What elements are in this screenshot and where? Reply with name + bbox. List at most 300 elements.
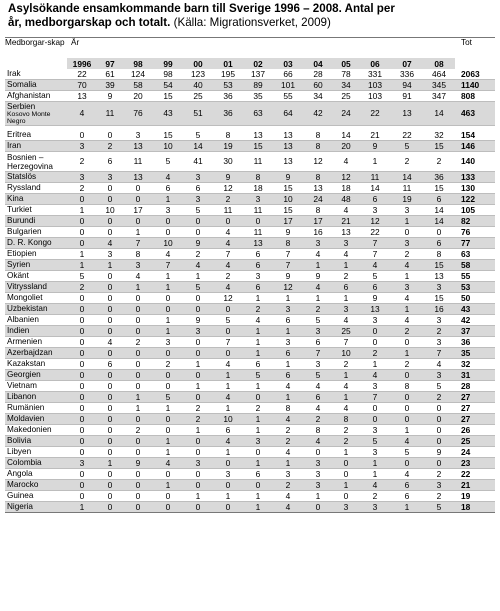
value-cell: 5 <box>67 271 97 282</box>
value-cell: 0 <box>97 480 123 491</box>
value-cell: 14 <box>423 216 455 227</box>
total-cell: 18 <box>455 502 495 513</box>
value-cell: 43 <box>153 102 183 126</box>
value-cell: 0 <box>359 403 391 414</box>
country-cell <box>5 205 67 216</box>
total-cell: 82 <box>455 216 495 227</box>
value-cell: 0 <box>123 348 153 359</box>
value-cell: 6 <box>273 370 303 381</box>
table-row <box>5 458 495 469</box>
value-cell: 0 <box>97 315 123 326</box>
value-cell: 1 <box>303 293 333 304</box>
country-cell <box>5 194 67 205</box>
value-cell: 0 <box>359 337 391 348</box>
value-cell: 2 <box>213 194 243 205</box>
value-cell: 2 <box>67 282 97 293</box>
value-cell: 0 <box>123 326 153 337</box>
value-cell: 1 <box>333 480 359 491</box>
value-cell: 2 <box>183 249 213 260</box>
country-cell <box>5 91 67 102</box>
total-cell: 27 <box>455 414 495 425</box>
table-row <box>5 359 495 370</box>
year-header-cell: 98 <box>123 58 153 69</box>
value-cell: 22 <box>359 102 391 126</box>
value-cell: 19 <box>391 194 423 205</box>
value-cell: 3 <box>423 282 455 293</box>
value-cell: 1 <box>153 315 183 326</box>
value-cell: 2 <box>183 403 213 414</box>
value-cell: 2 <box>67 152 97 172</box>
value-cell: 6 <box>97 152 123 172</box>
value-cell: 63 <box>243 102 273 126</box>
year-header-cell: 08 <box>423 58 455 69</box>
value-cell: 55 <box>273 91 303 102</box>
value-cell: 15 <box>423 183 455 194</box>
country-name: Vietnam <box>7 381 37 390</box>
value-cell: 0 <box>391 414 423 425</box>
table-row <box>5 249 495 260</box>
value-cell: 1 <box>153 480 183 491</box>
value-cell: 4 <box>333 249 359 260</box>
table-row <box>5 91 495 102</box>
value-cell: 4 <box>303 249 333 260</box>
value-cell: 1 <box>243 293 273 304</box>
value-cell: 15 <box>423 141 455 152</box>
value-cell: 9 <box>359 141 391 152</box>
value-cell: 1 <box>303 260 333 271</box>
title-line-2 <box>8 16 494 30</box>
value-cell: 28 <box>303 69 333 80</box>
value-cell: 2 <box>359 491 391 502</box>
value-cell: 0 <box>333 491 359 502</box>
country-cell <box>5 491 67 502</box>
value-cell: 4 <box>303 436 333 447</box>
value-cell: 0 <box>97 447 123 458</box>
value-cell: 7 <box>303 348 333 359</box>
value-cell: 0 <box>213 458 243 469</box>
value-cell: 1 <box>333 370 359 381</box>
country-name: Somalia <box>7 80 37 89</box>
country-cell <box>5 172 67 183</box>
value-cell: 0 <box>183 227 213 238</box>
country-name: Iran <box>7 141 22 150</box>
value-cell: 0 <box>391 403 423 414</box>
value-cell: 1 <box>243 326 273 337</box>
value-cell: 1 <box>153 436 183 447</box>
value-cell: 0 <box>333 469 359 480</box>
value-cell: 2 <box>303 414 333 425</box>
value-cell: 464 <box>423 69 455 80</box>
table-row <box>5 337 495 348</box>
value-cell: 25 <box>333 91 359 102</box>
value-cell: 7 <box>213 249 243 260</box>
total-cell: 25 <box>455 436 495 447</box>
value-cell: 13 <box>423 271 455 282</box>
year-header-cell: 02 <box>243 58 273 69</box>
value-cell: 3 <box>303 469 333 480</box>
title-line-2-text: år, medborgarskap och totalt. <box>8 16 171 29</box>
table-body <box>5 69 495 513</box>
country-name: Angola <box>7 469 33 478</box>
value-cell: 0 <box>97 469 123 480</box>
value-cell: 30 <box>213 152 243 172</box>
country-name: Ryssland <box>7 183 41 192</box>
value-cell: 13 <box>273 141 303 152</box>
value-cell: 58 <box>123 80 153 91</box>
value-cell: 15 <box>243 141 273 152</box>
value-cell: 0 <box>213 480 243 491</box>
value-cell: 7 <box>359 392 391 403</box>
value-cell: 336 <box>391 69 423 80</box>
total-cell: 76 <box>455 227 495 238</box>
country-cell <box>5 293 67 304</box>
country-cell <box>5 436 67 447</box>
total-cell: 21 <box>455 480 495 491</box>
value-cell: 15 <box>153 130 183 141</box>
value-cell: 1 <box>243 337 273 348</box>
value-cell: 13 <box>333 227 359 238</box>
value-cell: 4 <box>243 315 273 326</box>
country-name: Nigeria <box>7 502 33 511</box>
value-cell: 0 <box>243 392 273 403</box>
value-cell: 1 <box>183 271 213 282</box>
value-cell: 3 <box>333 502 359 513</box>
value-cell: 0 <box>359 414 391 425</box>
value-cell: 1 <box>391 348 423 359</box>
value-cell: 3 <box>359 315 391 326</box>
total-cell: 43 <box>455 304 495 315</box>
value-cell: 48 <box>333 194 359 205</box>
country-name: Bulgarien <box>7 227 42 236</box>
value-cell: 1 <box>67 205 97 216</box>
value-cell: 70 <box>67 80 97 91</box>
country-cell <box>5 326 67 337</box>
value-cell: 13 <box>123 172 153 183</box>
value-cell: 15 <box>273 205 303 216</box>
value-cell: 0 <box>67 227 97 238</box>
value-cell: 1 <box>243 458 273 469</box>
country-name: Moldavien <box>7 414 45 423</box>
value-cell: 9 <box>359 293 391 304</box>
value-cell: 3 <box>359 425 391 436</box>
value-cell: 7 <box>423 348 455 359</box>
value-cell: 13 <box>359 304 391 315</box>
total-cell: 26 <box>455 425 495 436</box>
table-row <box>5 141 495 152</box>
country-name: Marocko <box>7 480 39 489</box>
value-cell: 3 <box>183 326 213 337</box>
value-cell: 345 <box>423 80 455 91</box>
country-name: Armenien <box>7 337 43 346</box>
value-cell: 19 <box>213 141 243 152</box>
value-cell: 0 <box>67 348 97 359</box>
value-cell: 4 <box>213 227 243 238</box>
value-cell: 91 <box>391 91 423 102</box>
value-cell: 1 <box>243 502 273 513</box>
total-cell: 28 <box>455 381 495 392</box>
table-row <box>5 414 495 425</box>
value-cell: 13 <box>243 238 273 249</box>
value-cell: 0 <box>243 480 273 491</box>
value-cell: 4 <box>213 392 243 403</box>
value-cell: 5 <box>213 315 243 326</box>
value-cell: 4 <box>303 381 333 392</box>
value-cell: 5 <box>359 271 391 282</box>
value-cell: 0 <box>97 282 123 293</box>
value-cell: 103 <box>359 80 391 91</box>
value-cell: 7 <box>333 337 359 348</box>
country-name: Serbien <box>7 102 36 111</box>
value-cell: 1 <box>273 326 303 337</box>
value-cell: 94 <box>391 80 423 91</box>
value-cell: 3 <box>303 458 333 469</box>
value-cell: 1 <box>273 293 303 304</box>
value-cell: 3 <box>391 238 423 249</box>
total-cell: 22 <box>455 469 495 480</box>
value-cell: 1 <box>391 216 423 227</box>
value-cell: 0 <box>97 425 123 436</box>
year-header-cell: 07 <box>391 58 423 69</box>
table-row <box>5 69 495 80</box>
value-cell: 4 <box>153 172 183 183</box>
value-cell: 0 <box>423 458 455 469</box>
value-cell: 3 <box>67 141 97 152</box>
value-cell: 0 <box>183 216 213 227</box>
country-cell <box>5 141 67 152</box>
value-cell: 10 <box>213 414 243 425</box>
table-row <box>5 315 495 326</box>
value-cell: 4 <box>273 381 303 392</box>
value-cell: 15 <box>273 183 303 194</box>
value-cell: 8 <box>303 172 333 183</box>
title-block <box>8 2 494 30</box>
value-cell: 2 <box>303 304 333 315</box>
value-cell: 3 <box>333 238 359 249</box>
value-cell: 36 <box>213 91 243 102</box>
year-header-cell: 97 <box>97 58 123 69</box>
value-cell: 2 <box>273 436 303 447</box>
value-cell: 5 <box>359 436 391 447</box>
value-cell: 4 <box>359 260 391 271</box>
country-cell <box>5 183 67 194</box>
value-cell: 16 <box>423 304 455 315</box>
value-cell: 3 <box>153 337 183 348</box>
value-cell: 0 <box>153 491 183 502</box>
total-cell: 140 <box>455 152 495 172</box>
total-cell: 35 <box>455 348 495 359</box>
value-cell: 16 <box>303 227 333 238</box>
value-cell: 6 <box>391 480 423 491</box>
value-cell: 0 <box>97 414 123 425</box>
value-cell: 6 <box>183 183 213 194</box>
value-cell: 24 <box>303 194 333 205</box>
value-cell: 5 <box>243 370 273 381</box>
value-cell: 4 <box>303 403 333 414</box>
table-row <box>5 152 495 172</box>
value-cell: 0 <box>67 436 97 447</box>
value-cell: 7 <box>153 260 183 271</box>
value-cell: 123 <box>183 69 213 80</box>
value-cell: 6 <box>213 425 243 436</box>
value-cell: 0 <box>67 315 97 326</box>
country-name: Colombia <box>7 458 42 467</box>
value-cell: 2 <box>391 152 423 172</box>
value-cell: 0 <box>183 370 213 381</box>
value-cell: 11 <box>243 152 273 172</box>
value-cell: 0 <box>97 326 123 337</box>
value-cell: 0 <box>423 403 455 414</box>
value-cell: 1 <box>123 282 153 293</box>
value-cell: 3 <box>359 381 391 392</box>
value-cell: 1 <box>359 359 391 370</box>
value-cell: 10 <box>97 205 123 216</box>
value-cell: 3 <box>97 249 123 260</box>
value-cell: 6 <box>273 315 303 326</box>
value-cell: 2 <box>153 359 183 370</box>
value-cell: 3 <box>123 130 153 141</box>
header-row <box>5 38 495 59</box>
value-cell: 10 <box>153 141 183 152</box>
country-name: Albanien <box>7 315 39 324</box>
total-cell: 31 <box>455 370 495 381</box>
value-cell: 21 <box>333 216 359 227</box>
value-cell: 0 <box>67 403 97 414</box>
value-cell: 8 <box>273 403 303 414</box>
table-row <box>5 194 495 205</box>
value-cell: 4 <box>359 370 391 381</box>
country-cell <box>5 282 67 293</box>
country-name: Libanon <box>7 392 37 401</box>
value-cell: 11 <box>97 102 123 126</box>
total-cell: 77 <box>455 238 495 249</box>
value-cell: 21 <box>359 130 391 141</box>
total-cell: 32 <box>455 359 495 370</box>
value-cell: 14 <box>423 102 455 126</box>
value-cell: 32 <box>423 130 455 141</box>
value-cell: 2 <box>123 425 153 436</box>
value-cell: 5 <box>391 141 423 152</box>
table-row <box>5 282 495 293</box>
value-cell: 3 <box>183 194 213 205</box>
value-cell: 2 <box>183 414 213 425</box>
value-cell: 0 <box>213 348 243 359</box>
value-cell: 3 <box>243 194 273 205</box>
value-cell: 0 <box>303 502 333 513</box>
value-cell: 61 <box>97 69 123 80</box>
value-cell: 15 <box>153 91 183 102</box>
country-name: Guinea <box>7 491 34 500</box>
country-name: Afghanistan <box>7 91 51 100</box>
country-name: Etiopien <box>7 249 37 258</box>
total-cell: 808 <box>455 91 495 102</box>
value-cell: 4 <box>183 260 213 271</box>
value-cell: 1 <box>359 458 391 469</box>
value-cell: 1 <box>67 260 97 271</box>
value-cell: 1 <box>213 491 243 502</box>
value-cell: 5 <box>183 130 213 141</box>
value-cell: 0 <box>67 359 97 370</box>
value-cell: 1 <box>123 227 153 238</box>
column-header-country: Medborgar-skap <box>5 38 67 59</box>
value-cell: 9 <box>213 172 243 183</box>
value-cell: 4 <box>153 249 183 260</box>
country-cell <box>5 260 67 271</box>
value-cell: 4 <box>273 502 303 513</box>
value-cell: 1 <box>153 403 183 414</box>
value-cell: 6 <box>153 183 183 194</box>
value-cell: 7 <box>123 238 153 249</box>
table-row <box>5 425 495 436</box>
country-name: Eritrea <box>7 130 32 139</box>
table-row <box>5 392 495 403</box>
value-cell: 4 <box>213 282 243 293</box>
value-cell: 0 <box>67 381 97 392</box>
value-cell: 17 <box>123 205 153 216</box>
value-cell: 12 <box>333 172 359 183</box>
value-cell: 0 <box>183 469 213 480</box>
value-cell: 0 <box>359 326 391 337</box>
table-row <box>5 293 495 304</box>
table-row <box>5 447 495 458</box>
value-cell: 0 <box>97 293 123 304</box>
table-row <box>5 227 495 238</box>
value-cell: 0 <box>183 502 213 513</box>
value-cell: 6 <box>333 282 359 293</box>
table-row <box>5 102 495 126</box>
value-cell: 0 <box>213 304 243 315</box>
value-cell: 6 <box>243 469 273 480</box>
country-cell <box>5 458 67 469</box>
value-cell: 0 <box>303 447 333 458</box>
value-cell: 1 <box>273 359 303 370</box>
value-cell: 0 <box>123 414 153 425</box>
value-cell: 6 <box>243 282 273 293</box>
country-cell <box>5 337 67 348</box>
value-cell: 4 <box>423 359 455 370</box>
value-cell: 3 <box>303 480 333 491</box>
total-cell: 42 <box>455 315 495 326</box>
statistics-table-wrapper <box>5 37 495 513</box>
value-cell: 0 <box>243 447 273 458</box>
value-cell: 6 <box>423 194 455 205</box>
value-cell: 12 <box>213 293 243 304</box>
value-cell: 9 <box>123 458 153 469</box>
value-cell: 20 <box>123 91 153 102</box>
value-cell: 1 <box>333 447 359 458</box>
year-header-spacer <box>5 58 67 69</box>
value-cell: 51 <box>183 102 213 126</box>
value-cell: 3 <box>303 238 333 249</box>
value-cell: 3 <box>423 370 455 381</box>
value-cell: 6 <box>273 348 303 359</box>
table-row <box>5 271 495 282</box>
total-cell: 36 <box>455 337 495 348</box>
value-cell: 3 <box>153 205 183 216</box>
value-cell: 1 <box>123 392 153 403</box>
country-name: Libyen <box>7 447 32 456</box>
country-cell <box>5 392 67 403</box>
value-cell: 5 <box>303 370 333 381</box>
title-line-1: Asylsökande ensamkommande barn till Sverige 1996 – 2008. Antal per <box>8 2 395 15</box>
year-header-row <box>5 58 495 69</box>
value-cell: 124 <box>123 69 153 80</box>
value-cell: 1 <box>213 381 243 392</box>
value-cell: 0 <box>97 194 123 205</box>
value-cell: 1 <box>391 425 423 436</box>
value-cell: 12 <box>359 216 391 227</box>
value-cell: 0 <box>67 469 97 480</box>
value-cell: 10 <box>273 194 303 205</box>
